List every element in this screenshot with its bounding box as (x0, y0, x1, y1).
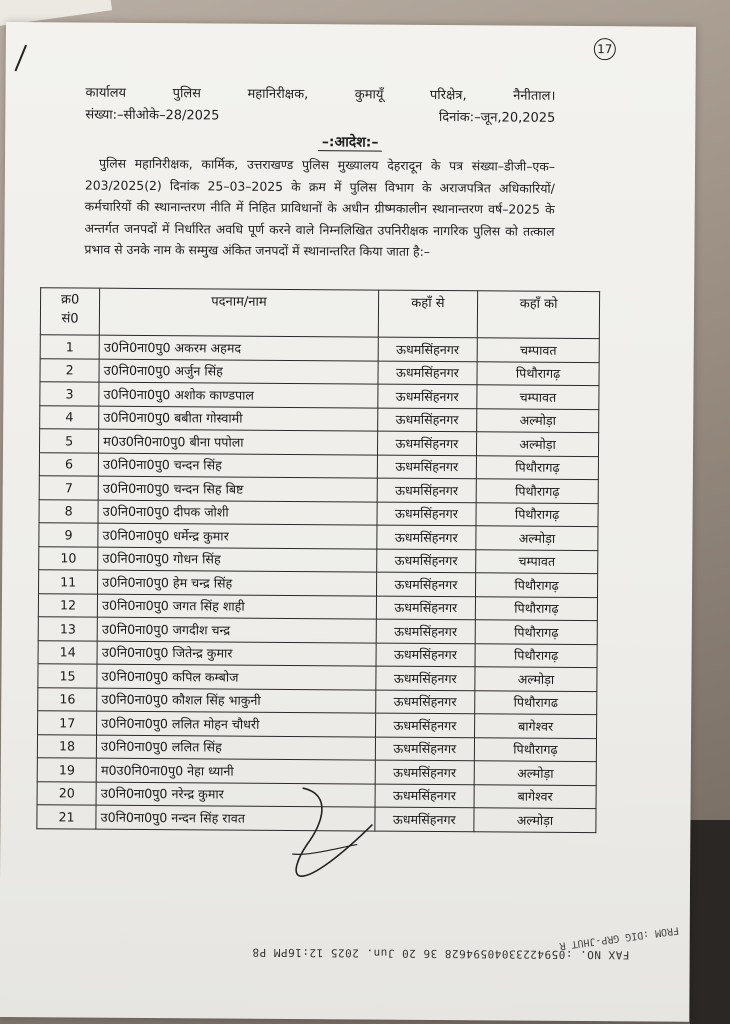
cell-from: ऊधमसिंहनगर (377, 384, 477, 408)
order-title-text: –:आदेश:– (318, 134, 383, 151)
cell-name: उ0नि0ना0पु0 चन्दन सिंह (99, 453, 378, 478)
cell-serial: 12 (38, 593, 97, 617)
cell-from: ऊधमसिंहनगर (378, 361, 478, 385)
page-number: 17 (594, 38, 616, 60)
cell-to: अल्मोड़ा (474, 761, 596, 785)
cell-serial: 19 (37, 758, 96, 782)
cell-from: ऊधमसिंहनगर (374, 807, 474, 831)
cell-serial: 17 (38, 711, 97, 735)
transfer-table (36, 287, 600, 832)
cell-from: ऊधमसिंहनगर (376, 525, 476, 549)
header-kumaon: कुमायूँ (354, 87, 384, 103)
cell-serial: 16 (38, 687, 97, 711)
cell-to: बागेश्वर (475, 714, 597, 738)
cell-to: पिथौरागढ़ (477, 361, 599, 385)
office-header (85, 83, 555, 104)
cell-serial: 21 (37, 805, 96, 829)
cell-from: ऊधमसिंहनगर (377, 408, 477, 432)
cell-to: पिथौरागढ़ (476, 502, 598, 526)
cell-name: उ0नि0ना0पु0 धर्मेन्द्र कुमार (98, 523, 377, 548)
cell-serial: 15 (38, 664, 97, 688)
desk-edge (690, 820, 730, 1024)
cell-name: उ0नि0ना0पु0 नरेन्द्र कुमार (96, 782, 375, 807)
signature (262, 784, 383, 885)
cell-serial: 5 (39, 429, 98, 453)
cell-serial: 6 (39, 452, 98, 476)
cell-to: पिथौरागढ़ (476, 573, 598, 597)
cell-name: उ0नि0ना0पु0 जगत सिंह शाही (98, 594, 377, 619)
cell-name: उ0नि0ना0पु0 गोधन सिंह (98, 547, 377, 572)
cell-name: उ0नि0ना0पु0 हेम चन्द्र सिंह (98, 570, 377, 595)
cell-serial: 3 (40, 382, 99, 406)
fax-from-line: FROM :DIG GRP-JHUT R (558, 924, 680, 952)
header-range: परिक्षेत्र, (429, 87, 467, 104)
table-header-row (40, 288, 599, 339)
cell-from: ऊधमसिंहनगर (377, 455, 477, 479)
cell-name: म0उ0नि0ना0पु0 नेहा ध्यानी (96, 758, 375, 783)
cell-name: उ0नि0ना0पु0 चन्दन सिह बिष्ट (98, 476, 377, 501)
cell-to: पिथौरागढ़ (475, 620, 597, 644)
document-page (0, 22, 696, 1022)
order-title (5, 130, 695, 154)
header-police: पुलिस (172, 86, 202, 102)
cell-serial: 2 (40, 358, 99, 382)
cell-to: पिथौरागढ़ (475, 596, 597, 620)
cell-name: उ0नि0ना0पु0 जितेन्द्र कुमार (97, 641, 376, 666)
cell-from: ऊधमसिंहनगर (376, 549, 476, 573)
cell-name: उ0नि0ना0पु0 अकरम अहमद (99, 335, 378, 360)
cell-to: चम्पावत (477, 385, 599, 409)
pen-mark (14, 45, 27, 72)
cell-name: उ0नि0ना0पु0 कपिल कम्बोज (97, 664, 376, 689)
order-body: पुलिस महानिरीक्षक, कार्मिक, उत्तराखण्ड पुलिस मुख्यालय देहरादून के पत्र संख्या–डीजी–एक–203/2025(2) दिनांक 25–03–2025 के क्रम में पुलिस विभाग के अराजपत्रित अधिकारियों/कर्मचारियों की स्थानान्तरण नीति में निहित प्राविधानों के अधीन ग्रीष्मकालीन स्थानान्तरण वर्ष–2025 के अन्तर्गत जनपदों में निर्धारित अवधि पूर्ण करने वाले निम्नलिखित उपनिरीक्षक नागरिक पुलिस को तत्काल प्रभाव से उनके नाम के सम्मुख अंकित जनपदों में स्थानान्तरित किया जाता है:– (84, 155, 556, 259)
cell-from: ऊधमसिंहनगर (375, 690, 475, 714)
cell-name: उ0नि0ना0पु0 दीपक जोशी (98, 500, 377, 525)
cell-from: ऊधमसिंहनगर (376, 643, 476, 667)
cell-from: ऊधमसिंहनगर (375, 760, 475, 784)
cell-name: उ0नि0ना0पु0 बबीता गोस्वामी (99, 406, 378, 431)
header-city: नैनीताल। (513, 88, 556, 104)
cell-name: उ0नि0ना0पु0 नन्दन सिंह रावत (96, 805, 375, 830)
reference-line (85, 105, 555, 126)
header-office: कार्यालय (85, 85, 127, 101)
cell-from: ऊधमसिंहनगर (376, 619, 476, 643)
cell-to: अल्मोड़ा (474, 808, 596, 832)
cell-from: ऊधमसिंहनगर (375, 666, 475, 690)
cell-name: उ0नि0ना0पु0 अशोक काण्डपाल (99, 382, 378, 407)
order-date: दिनांक:–जून,20,2025 (438, 110, 556, 126)
cell-serial: 20 (37, 781, 96, 805)
fax-header-line: FAX NO. :05942233040594628 36 20 Jun. 2025 12:16PM P8 (251, 945, 630, 962)
cell-to: अल्मोड़ा (476, 526, 598, 550)
cell-from: ऊधमसिंहनगर (377, 478, 477, 502)
header-name: पदनाम/नाम (100, 288, 379, 337)
cell-from: ऊधमसिंहनगर (375, 737, 475, 761)
cell-to: पिथौरागढ़ (475, 643, 597, 667)
cell-from: ऊधमसिंहनगर (376, 596, 476, 620)
cell-to: बागेश्वर (474, 784, 596, 808)
cell-from: ऊधमसिंहनगर (376, 572, 476, 596)
cell-name: उ0नि0ना0पु0 जगदीश चन्द्र (97, 617, 376, 642)
table-body (37, 335, 599, 832)
cell-serial: 9 (39, 523, 98, 547)
cell-name: उ0नि0ना0पु0 कौशल सिंह भाकुनी (97, 688, 376, 713)
cell-serial: 11 (39, 570, 98, 594)
cell-to: पिथौरागढ़ (476, 455, 598, 479)
cell-to: अल्मोड़ा (477, 432, 599, 456)
cell-to: चम्पावत (476, 549, 598, 573)
cell-name: उ0नि0ना0पु0 अर्जुन सिंह (99, 359, 378, 384)
cell-serial: 7 (39, 476, 98, 500)
cell-to: पिथौरागढ़ (474, 737, 596, 761)
cell-serial: 18 (37, 734, 96, 758)
cell-to: पिथौरागढ (475, 690, 597, 714)
cell-to: पिथौरागढ़ (476, 479, 598, 503)
cell-serial: 14 (38, 640, 97, 664)
header-serial: क्र0 सं0 (40, 288, 100, 335)
cell-serial: 8 (39, 499, 98, 523)
cell-from: ऊधमसिंहनगर (375, 713, 475, 737)
cell-serial: 1 (40, 335, 99, 359)
cell-name: म0उ0नि0ना0पु0 बीना पपोला (99, 429, 378, 454)
cell-to: चम्पावत (477, 338, 599, 362)
reference-number: संख्या:–सीओके–28/2025 (85, 107, 220, 124)
cell-name: उ0नि0ना0पु0 ललित सिंह (97, 735, 376, 760)
cell-serial: 13 (38, 617, 97, 641)
cell-serial: 4 (40, 405, 99, 429)
cell-from: ऊधमसिंहनगर (377, 502, 477, 526)
header-to: कहाँ को (477, 291, 599, 339)
cell-to: अल्मोड़ा (477, 408, 599, 432)
header-ig: महानिरीक्षक, (247, 86, 309, 103)
cell-to: अल्मोड़ा (475, 667, 597, 691)
cell-name: उ0नि0ना0पु0 ललित मोहन चौधरी (97, 711, 376, 736)
cell-serial: 10 (39, 546, 98, 570)
header-from: कहाँ से (378, 290, 478, 338)
cell-from: ऊधमसिंहनगर (378, 337, 478, 361)
cell-from: ऊधमसिंहनगर (377, 431, 477, 455)
cell-from: ऊधमसिंहनगर (375, 784, 475, 808)
